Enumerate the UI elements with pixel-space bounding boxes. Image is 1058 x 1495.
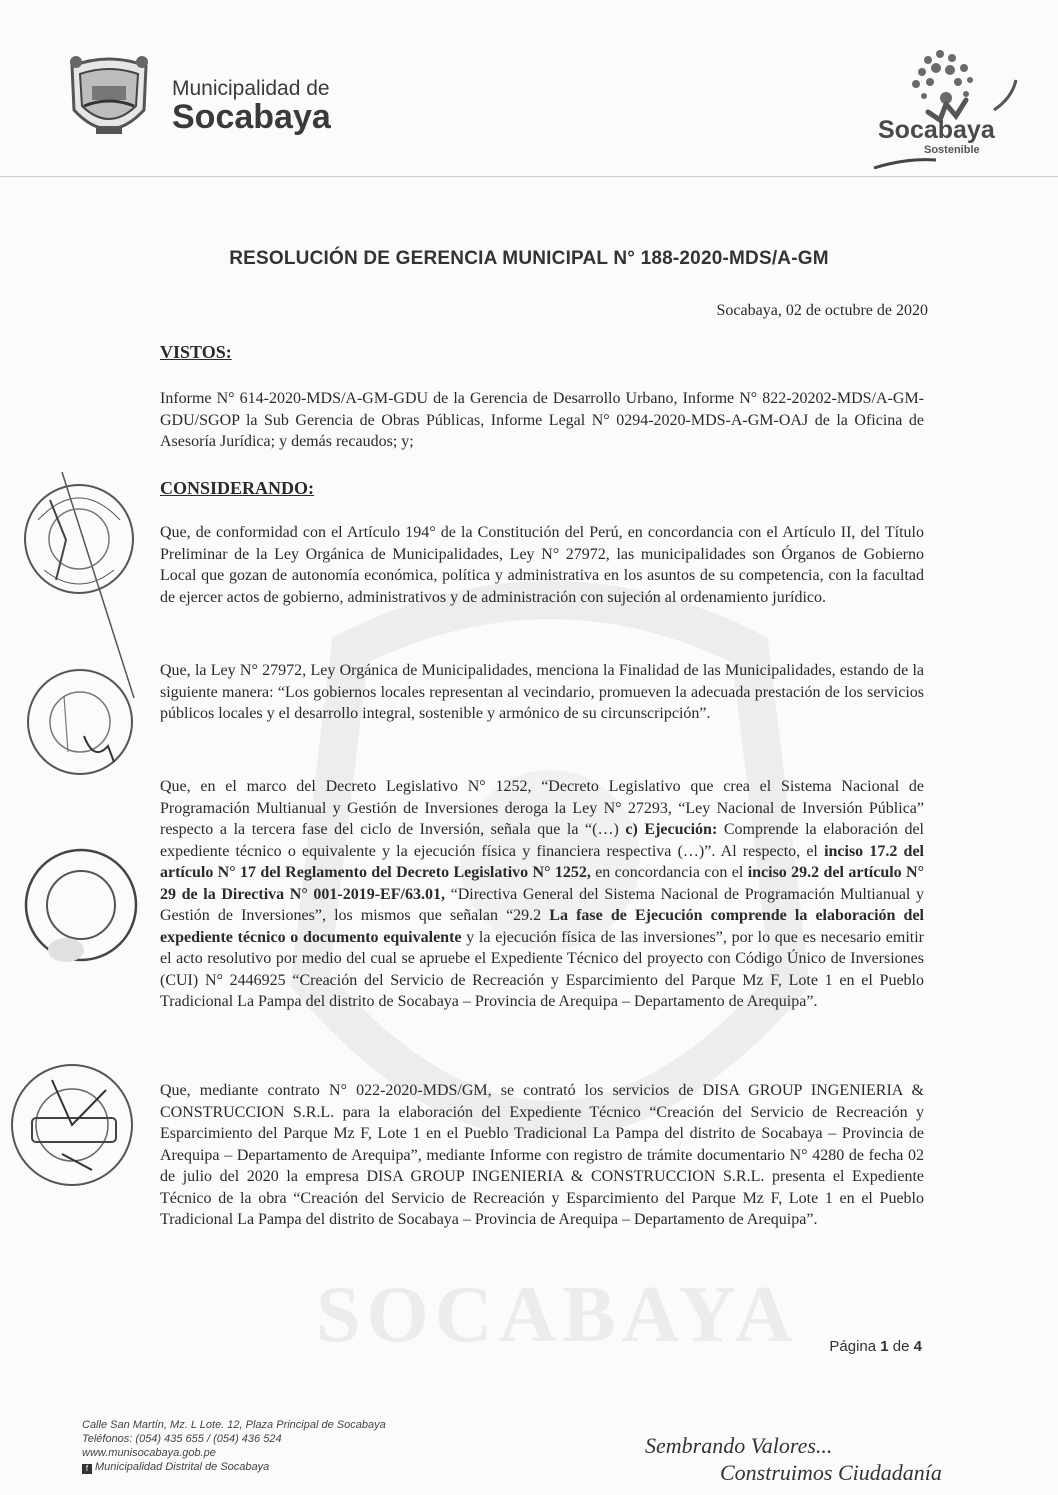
header-divider [0,176,1058,177]
p3-bold-4: La fase de Ejecución comprende la elaboración del expediente técnico o documento equivalente [160,907,924,946]
stamp-gerencia-desarrollo-urbano-icon [22,846,140,964]
footer-slogan-line1: Sembrando Valores... [645,1433,833,1458]
stamp-asesoria-juridica-icon [24,666,136,778]
brand-subtitle: Sostenible [924,144,980,156]
considerando-paragraph-1: Que, de conformidad con el Artículo 194° de la Constitución del Perú, en concordancia con el Artículo II, del Título Preliminar de la Ley Orgánica de Municipalidades, Ley N° 27972, las municipalidades son Órganos de Gobierno Local que gozan de autonomía económica, política y administrativa en los asuntos de su competencia, con la facultad de ejercer actos de gobierno, administrativos y de administración con sujeción al ordenamiento jurídico. [160,524,924,606]
municipality-name-line1: Municipalidad de [172,77,330,100]
resolution-title: RESOLUCIÓN DE GERENCIA MUNICIPAL N° 188-2020-MDS/A-GM [229,248,829,269]
considerando-heading: CONSIDERANDO: [160,478,315,498]
vistos-heading: VISTOS: [160,342,232,362]
page-number-sep: de [888,1338,914,1355]
p3-text-1: Que, en el marco del Decreto Legislativo N° 1252, “Decreto Legislativo que crea el Sistema Nacional de Programación Multianual y Gestión de Inversiones deroga la Ley N° 27293, “Ley Nacional de Inversión Pública” respecto a la tercera fase del ciclo de Inversión, señala que la “(…) [160,778,924,838]
footer-phones: Teléfonos: (054) 435 655 / (054) 436 524 [82,1433,282,1445]
p3-text-4: “Directiva General del Sistema Nacional de Programación Multianual y Gestión de Inversiones”, los mismos que señalan “29.2 [160,885,925,924]
p3-text-3: en concordancia con el [590,864,748,881]
footer-contact [82,1418,386,1474]
page-number-current: 1 [880,1338,889,1355]
footer-slogan-line2: Construimos Ciudadanía [720,1460,942,1485]
p3-bold-2: inciso 17.2 del artículo N° 17 del Reglamento del Decreto Legislativo N° 1252, [160,842,924,881]
considerando-paragraph-4: Que, mediante contrato N° 022-2020-MDS/GM, se contrató los servicios de DISA GROUP INGENIERIA & CONSTRUCCION S.R.L. para la elaboración del Expediente Técnico “Creación del Servicio de Recreación y Esparcimiento del Parque Mz F, Lote 1 en el Pueblo Tradicional La Pampa del distrito de Socabaya – Provincia de Arequipa – Departamento de Arequipa”, mediante Informe con registro de trámite documentario N° 4280 de fecha 02 de julio del 2020 la empresa DISA GROUP INGENIERIA & CONSTRUCCION S.R.L. presenta el Expediente Técnico de la obra “Creación del Servicio de Recreación y Esparcimiento del Parque Mz F, Lote 1 en el Pueblo Tradicional La Pampa del distrito de Socabaya – Provincia de Arequipa – Departamento de Arequipa”. [160,1082,924,1228]
municipal-crest-icon [62,48,156,148]
p3-bold-1: c) Ejecución: [625,821,718,838]
p3-text-5: y la ejecución física de las inversiones”, por lo que es necesario emitir el acto resolutivo por medio del cual se apruebe el Expediente Técnico del proyecto con Código Único de Inversiones (CUI) N° 2446925 “Creación del Servicio de Recreación y Esparcimiento del Parque Mz F, Lote 1 en el Pueblo Tradicional La Pampa del distrito de Socabaya – Provincia de Arequipa – Departamento de Arequipa”. [160,928,924,1010]
p3-text-2: Comprende la elaboración del expediente técnico o equivalente y la ejecución física y financiera respectiva (…)”. Al respecto, el [160,821,924,860]
p3-bold-3: inciso 29.2 del artículo N° 29 de la Directiva N° 001-2019-EF/63.01, [160,864,924,903]
vistos-paragraph: Informe N° 614-2020-MDS/A-GM-GDU de la Gerencia de Desarrollo Urbano, Informe N° 822-20202-MDS/A-GM-GDU/SGOP la Sub Gerencia de Obras Públicas, Informe Legal N° 0294-2020-MDS-A-GM-OAJ de la Oficina de Asesoría Jurídica; y demás recaudos; y; [160,390,924,450]
footer-facebook-label: Municipalidad Distrital de Socabaya [95,1461,270,1473]
stamp-gerencia-municipal-icon [20,480,138,598]
place-date: Socabaya, 02 de octubre de 2020 [716,302,928,319]
page-number-label: Página [829,1338,881,1355]
watermark-text: SOCABAYA [316,1271,799,1359]
facebook-icon: f [82,1464,92,1474]
considerando-paragraph-2: Que, la Ley N° 27972, Ley Orgánica de Municipalidades, menciona la Finalidad de las Municipalidades, estando de la siguiente manera: “Los gobiernos locales representan al vecindario, promueven la adecuada prestación de los servicios públicos locales y el desarrollo integral, sostenible y armónico de su circunscripción”. [160,662,924,722]
considerando-paragraph-3 [160,776,924,1013]
brand-name: Socabaya [878,116,995,144]
municipality-name [172,78,331,134]
page-number-total: 4 [913,1338,922,1355]
page-number [829,1338,922,1355]
footer-web: www.munisocabaya.gob.pe [82,1447,216,1459]
footer-facebook [82,1460,386,1474]
municipality-name-line2: Socabaya [172,98,331,136]
stamp-administracion-icon [2,1060,142,1190]
footer-address: Calle San Martín, Mz. L Lote. 12, Plaza Principal de Socabaya [82,1419,386,1431]
